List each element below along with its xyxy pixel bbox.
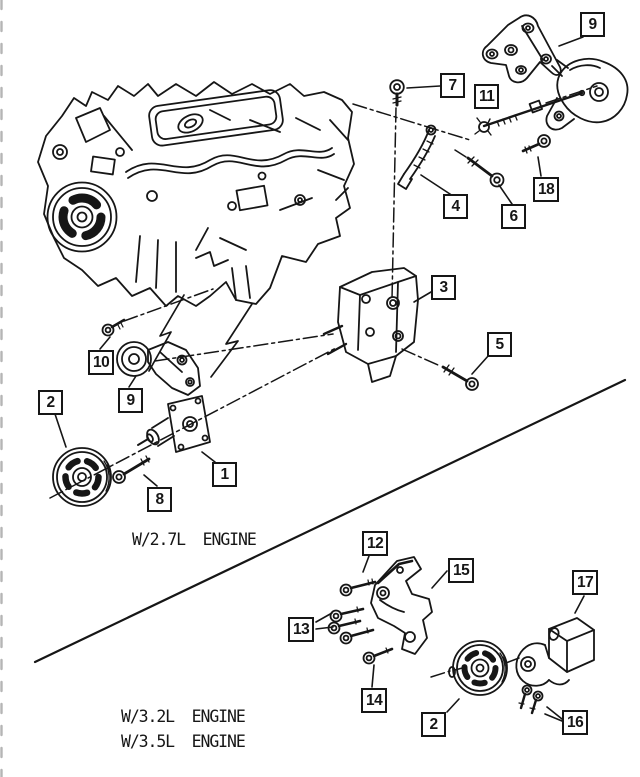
part-bolt-14 [364,648,393,664]
part-bolt-12 [341,579,376,596]
part-bracket-3 [324,268,418,382]
callout-15-bracket: 15 [448,558,474,583]
part-pump-1 [138,396,210,452]
break-marks [149,295,252,377]
callout-12-bolt: 12 [362,531,388,556]
callout-1-pump: 1 [212,462,237,487]
callout-3-bracket: 3 [431,275,456,300]
part-bolt-6 [468,157,504,187]
label-engine-3-5l: W/3.5L ENGINE [121,732,245,751]
section-divider-line [35,380,625,662]
callout-4-brace: 4 [443,194,468,219]
part-pulley-2-27l [53,448,111,506]
callout-14-bolt: 14 [361,688,387,713]
callout-5-bolt: 5 [487,332,512,357]
part-bolt-5 [443,365,478,390]
callout-17-pump: 17 [572,570,598,595]
part-bolt-7 [390,80,404,105]
callout-10-bolt: 10 [88,350,114,375]
callout-9-tensioner: 9 [118,388,143,413]
callout-18-bolt: 18 [533,177,559,202]
part-bolt-10 [103,320,125,336]
callout-6-bolt: 6 [501,204,526,229]
callout-13-bolts: 13 [288,617,314,642]
callout-2-pulley-35l: 2 [421,712,446,737]
callout-9-bracket: 9 [580,12,605,37]
part-bracket-15 [371,557,432,654]
crank-pulley [48,183,117,252]
callout-2-pulley-27l: 2 [38,390,63,415]
part-bracket-9 [483,15,628,129]
part-bolts-16 [519,686,543,714]
callout-8-bolt: 8 [147,487,172,512]
part-bolt-8 [113,456,149,483]
label-engine-2-7l: W/2.7L ENGINE [132,530,256,549]
callout-7-bolt: 7 [440,73,465,98]
valve-cover [148,89,284,147]
label-engine-3-2l: W/3.2L ENGINE [121,707,245,726]
callout-16-bolts: 16 [562,710,588,735]
leader-lines [55,37,584,721]
part-pump-17 [516,618,594,686]
part-bolt-18 [523,135,550,153]
part-pulley-2-35l [449,641,507,695]
engine-illustration [38,82,354,306]
part-bolts-13 [329,607,374,644]
callout-11-stud: 11 [474,84,499,109]
part-brace-4 [398,126,436,190]
